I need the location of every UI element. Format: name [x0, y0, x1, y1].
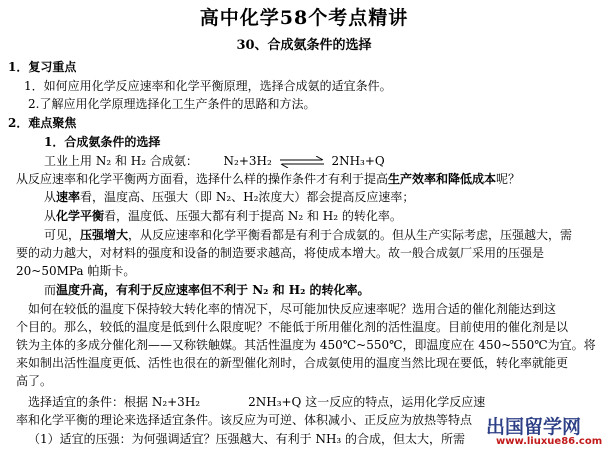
page-subtitle: 30、合成氨条件的选择	[236, 38, 372, 53]
paragraph-pressure-line-3: 20~50MPa 帕斯卡。	[16, 264, 136, 278]
industry-label: 工业上用 N₂ 和 H₂ 合成氨：	[44, 154, 198, 168]
paragraph-conditions-line-1: 选择适宜的条件：根据 N₂+3H₂ 2NH₃+Q 这一反应的特点，运用化学反应速	[28, 395, 486, 409]
paragraph-catalyst-line-4: 来如制出活性温度更低、活性也很在的新型催化剂时，合成氨使用的温度当然比现在要低，转化率就能更	[16, 356, 569, 370]
paragraph-rate: 从速率看，温度高、压强大（即 N₂、H₂浓度大）都会提高反应速率；	[44, 190, 415, 204]
reversible-arrow-icon	[278, 156, 326, 168]
equation-left: N₂+3H₂	[223, 154, 272, 168]
watermark-logo	[484, 412, 606, 450]
subheading-ammonia-conditions: 1．合成氨条件的选择	[44, 135, 161, 149]
paragraph-catalyst-line-3: 铁为主体的多成分催化剂——又称铁触媒。其活性温度为 450℃~550℃，即温度应在 450~550℃为宜。将	[16, 338, 596, 352]
equation-right: 2NH₃+Q	[331, 154, 385, 168]
paragraph-conditions-line-2: 率和化学平衡的理论来选择适宜条件。该反应为可逆、体积减小、正反应为放热等特点	[16, 413, 473, 427]
page-title: 高中化学58个考点精讲	[199, 7, 409, 29]
paragraph-pressure-line-1: 可见，压强增大，从反应速率和化学平衡看都是有利于合成氨的。但从生产实际考虑，压强越大，需	[44, 228, 573, 242]
review-item-1: 1．如何应用化学反应速率和化学平衡原理，选择合成氨的适宜条件。	[24, 79, 392, 93]
watermark-url: www.liuxue86.com	[496, 436, 603, 447]
section-heading-difficulties: 2．难点聚焦	[8, 116, 77, 130]
paragraph-catalyst-line-5: 高了。	[16, 374, 53, 388]
paragraph-pressure-line-2: 要的动力越大，对材料的强度和设备的制造要求越高，将使成本增大。故一般合成氨厂采用的压强是	[16, 246, 545, 260]
paragraph-pressure-item: （1）适宜的压强：为何强调适宜？压强越大、有利于 NH₃ 的合成，但太大，所需	[28, 432, 466, 446]
watermark-text: 出国留学网	[486, 416, 582, 438]
reaction-line	[44, 154, 385, 168]
paragraph-equilibrium: 从化学平衡看，温度低、压强大都有利于提高 N₂ 和 H₂ 的转化率。	[44, 209, 402, 223]
review-item-2: 2.了解应用化学原理选择化工生产条件的思路和方法。	[28, 97, 316, 111]
paragraph-catalyst-line-2: 个目的。那么，较低的温度是低到什么限度呢？不能低于所用催化剂的活性温度。目前使用的催化剂是以	[16, 320, 569, 334]
paragraph-temperature: 而温度升高，有利于反应速率但不利于 N₂ 和 H₂ 的转化率。	[44, 283, 370, 297]
section-heading-review: 1．复习重点	[8, 60, 77, 74]
paragraph-catalyst-line-1: 如何在较低的温度下保持较大转化率的情况下，尽可能加快反应速率呢？选用合适的催化剂能达到这	[28, 302, 557, 316]
paragraph-question: 从反应速率和化学平衡两方面看，选择什么样的操作条件才有利于提高生产效率和降低成本呢？	[16, 172, 521, 186]
